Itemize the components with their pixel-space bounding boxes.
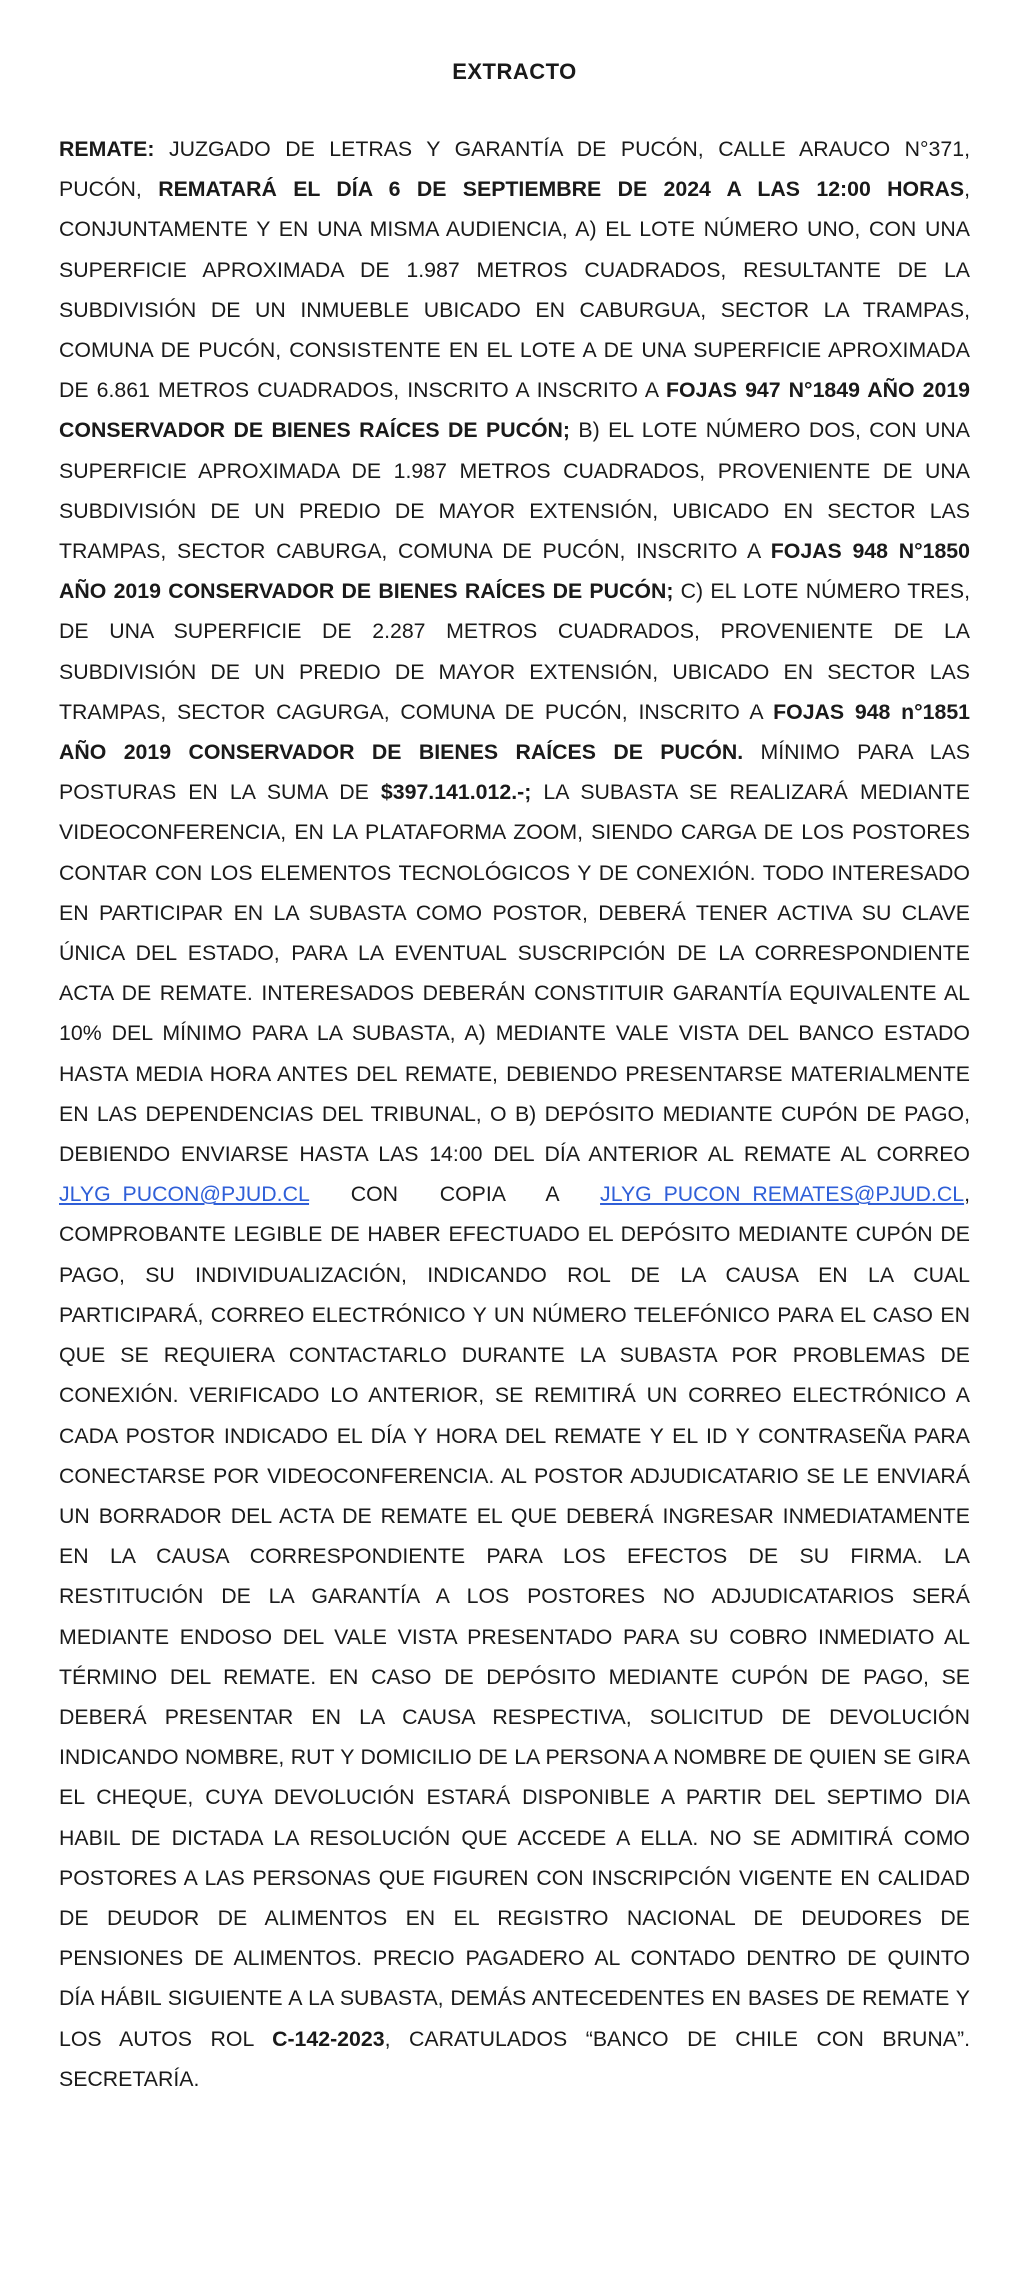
- court-address-text: JUZGADO DE LETRAS Y GARANTÍA DE PUCÓN, CALLE ARAUCO N°371, PUCÓN,: [59, 137, 970, 202]
- minimum-bid-amount: $397.141.012.-;: [380, 780, 532, 805]
- lot-two-text: B) EL LOTE NÚMERO DOS, CON UNA SUPERFICIE APROXIMADA DE 1.987 METROS CUADRADOS, PROVENIENTE DE UNA SUBDIVISIÓN DE UN PREDIO DE MAYOR EXTENSIÓN, UBICADO EN SECTOR LAS TRAMPAS, SECTOR CABURGA, COMUNA DE PUCÓN, INSCRITO A: [59, 418, 970, 564]
- notice-body: [59, 129, 970, 2099]
- copy-to-text: CON COPIA A: [309, 1182, 601, 1207]
- court-email-link[interactable]: JLYG_PUCON@PJUD.CL: [59, 1182, 310, 1207]
- case-number: C-142-2023: [272, 2026, 385, 2051]
- document-title: EXTRACTO: [452, 59, 577, 84]
- remate-label: REMATE:: [59, 137, 155, 161]
- lot-three-text: C) EL LOTE NÚMERO TRES, DE UNA SUPERFICIE DE 2.287 METROS CUADRADOS, PROVENIENTE DE LA SUBDIVISIÓN DE UN PREDIO DE MAYOR EXTENSIÓN, UBICADO EN SECTOR LAS TRAMPAS, SECTOR CAGURGA, COMUNA DE PUCÓN, INSCRITO A: [59, 579, 970, 724]
- procedure-text: , COMPROBANTE LEGIBLE DE HABER EFECTUADO EL DEPÓSITO MEDIANTE CUPÓN DE PAGO, SU INDIVIDUALIZACIÓN, INDICANDO ROL DE LA CAUSA EN LA CUAL PARTICIPARÁ, CORREO ELECTRÓNICO Y UN NÚMERO TELEFÓNICO PARA EL CASO EN QUE SE REQUIERA CONTACTARLO DURANTE LA SUBASTA POR PROBLEMAS DE CONEXIÓN. VERIFICADO LO ANTERIOR, SE REMITIRÁ UN CORREO ELECTRÓNICO A CADA POSTOR INDICADO EL DÍA Y HORA DEL REMATE Y EL ID Y CONTRASEÑA PARA CONECTARSE POR VIDEOCONFERENCIA. AL POSTOR ADJUDICATARIO SE LE ENVIARÁ UN BORRADOR DEL ACTA DE REMATE EL QUE DEBERÁ INGRESAR INMEDIATAMENTE EN LA CAUSA CORRESPONDIENTE PARA LOS EFECTOS DE SU FIRMA. LA RESTITUCIÓN DE LA GARANTÍA A LOS POSTORES NO ADJUDICATARIOS SERÁ MEDIANTE ENDOSO DEL VALE VISTA PRESENTADO PARA SU COBRO INMEDIATO AL TÉRMINO DEL REMATE. EN CASO DE DEPÓSITO MEDIANTE CUPÓN DE PAGO, SE DEBERÁ PRESENTAR EN LA CAUSA RESPECTIVA, SOLICITUD DE DEVOLUCIÓN INDICANDO NOMBRE, RUT Y DOMICILIO DE LA PERSONA A NOMBRE DE QUIEN SE GIRA EL CHEQUE, CUYA DEVOLUCIÓN ESTARÁ DISPONIBLE A PARTIR DEL SEPTIMO DIA HABIL DE DICTADA LA RESOLUCIÓN QUE ACCEDE A ELLA. NO SE ADMITIRÁ COMO POSTORES A LAS PERSONAS QUE FIGUREN CON INSCRIPCIÓN VIGENTE EN CALIDAD DE DEUDOR DE ALIMENTOS EN EL REGISTRO NACIONAL DE DEUDORES DE PENSIONES DE ALIMENTOS. PRECIO PAGADERO AL CONTADO DENTRO DE QUINTO DÍA HÁBIL SIGUIENTE A LA SUBASTA, DEMÁS ANTECEDENTES EN BASES DE REMATE Y LOS AUTOS ROL: [59, 1182, 970, 2051]
- lot-three-registry: FOJAS 948 n°1851 AÑO 2019 CONSERVADOR DE BIENES RAÍCES DE PUCÓN.: [59, 699, 971, 765]
- lot-one-registry: FOJAS 947 N°1849 AÑO 2019 CONSERVADOR DE BIENES RAÍCES DE PUCÓN;: [59, 378, 971, 443]
- minimum-bid-text: MÍNIMO PARA LAS POSTURAS EN LA SUMA DE: [59, 740, 970, 805]
- auction-date: REMATARÁ EL DÍA 6 DE SEPTIEMBRE DE 2024 A LAS 12:00 HORAS: [158, 177, 965, 202]
- remates-email-link[interactable]: JLYG_PUCON_REMATES@PJUD.CL: [600, 1182, 965, 1207]
- auction-conditions-text: LA SUBASTA SE REALIZARÁ MEDIANTE VIDEOCONFERENCIA, EN LA PLATAFORMA ZOOM, SIENDO CARGA DE LOS POSTORES CONTAR CON LOS ELEMENTOS TECNOLÓGICOS Y DE CONEXIÓN. TODO INTERESADO EN PARTICIPAR EN LA SUBASTA COMO POSTOR, DEBERÁ TENER ACTIVA SU CLAVE ÚNICA DEL ESTADO, PARA LA EVENTUAL SUSCRIPCIÓN DE LA CORRESPONDIENTE ACTA DE REMATE. INTERESADOS DEBERÁN CONSTITUIR GARANTÍA EQUIVALENTE AL 10% DEL MÍNIMO PARA LA SUBASTA, A) MEDIANTE VALE VISTA DEL BANCO ESTADO HASTA MEDIA HORA ANTES DEL REMATE, DEBIENDO PRESENTARSE MATERIALMENTE EN LAS DEPENDENCIAS DEL TRIBUNAL, O B) DEPÓSITO MEDIANTE CUPÓN DE PAGO, DEBIENDO ENVIARSE HASTA LAS 14:00 DEL DÍA ANTERIOR AL REMATE AL CORREO: [59, 780, 971, 1167]
- closing-text: , CARATULADOS “BANCO DE CHILE CON BRUNA”. SECRETARÍA.: [59, 2026, 970, 2091]
- lot-one-text: , CONJUNTAMENTE Y EN UNA MISMA AUDIENCIA, A) EL LOTE NÚMERO UNO, CON UNA SUPERFICIE APROXIMADA DE 1.987 METROS CUADRADOS, RESULTANTE DE LA SUBDIVISIÓN DE UN INMUEBLE UBICADO EN CABURGUA, SECTOR LA TRAMPAS, COMUNA DE PUCÓN, CONSISTENTE EN EL LOTE A DE UNA SUPERFICIE APROXIMADA DE 6.861 METROS CUADRADOS, INSCRITO A INSCRITO A: [59, 177, 971, 403]
- lot-two-registry: FOJAS 948 N°1850 AÑO 2019 CONSERVADOR DE BIENES RAÍCES DE PUCÓN;: [59, 539, 970, 604]
